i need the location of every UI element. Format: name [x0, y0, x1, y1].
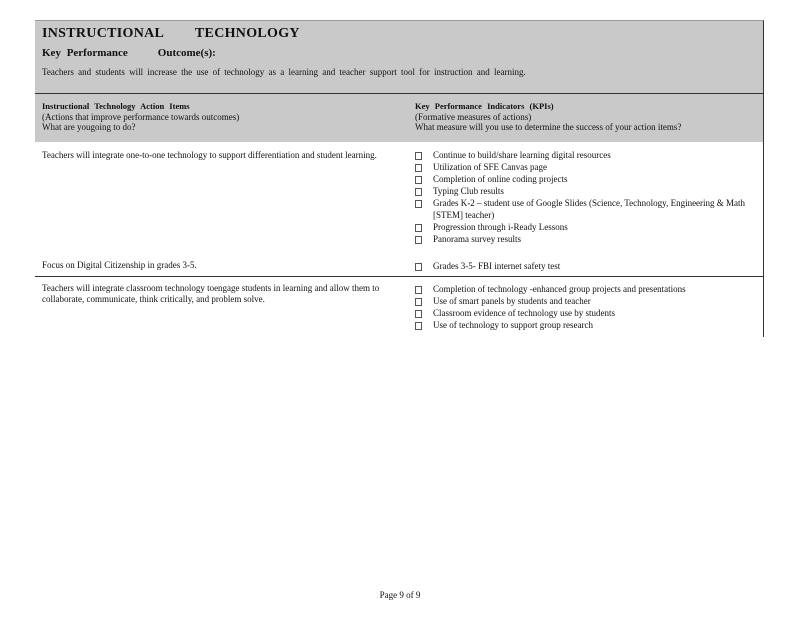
kpi-item: Use of technology to support group research — [415, 319, 760, 331]
section-one-to-one — [35, 142, 764, 276]
left-column-sub2: What are yougoing to do? — [42, 122, 136, 132]
checkbox-icon — [415, 188, 422, 196]
left-column-heading: Instructional Technology Action Items — [42, 101, 190, 111]
action-item: Focus on Digital Citizenship in grades 3-5. — [42, 260, 197, 270]
kpi-list — [415, 283, 760, 331]
checkbox-icon — [415, 322, 422, 330]
kpi-item: Continue to build/share learning digital resources — [415, 149, 760, 161]
document-table — [35, 20, 764, 337]
right-column-header — [415, 101, 760, 133]
section-classroom-technology — [35, 277, 764, 337]
subtitle-outcomes: Outcome(s): — [157, 47, 216, 59]
outcome-description: Teachers and students will increase the use of technology as a learning and teacher support tool for instruction and learning. — [42, 67, 526, 77]
column-header-row — [35, 94, 764, 142]
checkbox-icon — [415, 152, 422, 160]
kpi-item: Use of smart panels by students and teacher — [415, 295, 760, 307]
kpi-item: Grades K-2 – student use of Google Slides (Science, Technology, Engineering & Math [STEM] teacher) — [415, 197, 760, 221]
kpi-item: Grades 3-5- FBI internet safety test — [415, 260, 760, 272]
header-block — [35, 20, 764, 93]
kpi-item: Panorama survey results — [415, 233, 760, 245]
checkbox-icon — [415, 224, 422, 232]
checkbox-icon — [415, 263, 422, 271]
kpi-list — [415, 149, 760, 245]
checkbox-icon — [415, 164, 422, 172]
action-item: Teachers will integrate one-to-one technology to support differentiation and student learning. — [42, 150, 377, 160]
checkbox-icon — [415, 200, 422, 208]
checkbox-icon — [415, 236, 422, 244]
left-column-header — [42, 101, 402, 133]
kpi-item: Completion of online coding projects — [415, 173, 760, 185]
right-column-heading: Key Performance Indicators (KPIs) — [415, 101, 554, 111]
kpi-item: Utilization of SFE Canvas page — [415, 161, 760, 173]
checkbox-icon — [415, 176, 422, 184]
checkbox-icon — [415, 286, 422, 294]
kpi-item: Classroom evidence of technology use by students — [415, 307, 760, 319]
page-title: INSTRUCTIONAL TECHNOLOGY — [42, 26, 300, 41]
checkbox-icon — [415, 310, 422, 318]
left-column-sub1: (Actions that improve performance towards outcomes) — [42, 111, 240, 122]
action-item: Teachers will integrate classroom technology toengage students in learning and allow them to collaborate, communicate, think critically, and problem solve. — [42, 283, 380, 304]
kpi-item: Progression through i-Ready Lessons — [415, 221, 760, 233]
checkbox-icon — [415, 298, 422, 306]
kpi-item: Typing Club results — [415, 185, 760, 197]
right-column-sub1: (Formative measures of actions) — [415, 111, 532, 122]
subtitle-key-performance: Key Performance — [42, 47, 128, 59]
kpi-item: Completion of technology -enhanced group projects and presentations — [415, 283, 760, 295]
page-number: Page 9 of 9 — [379, 590, 421, 600]
right-column-sub2: What measure will you use to determine the success of your action items? — [415, 122, 682, 132]
kpi-list — [415, 260, 760, 272]
subtitle — [42, 47, 216, 59]
